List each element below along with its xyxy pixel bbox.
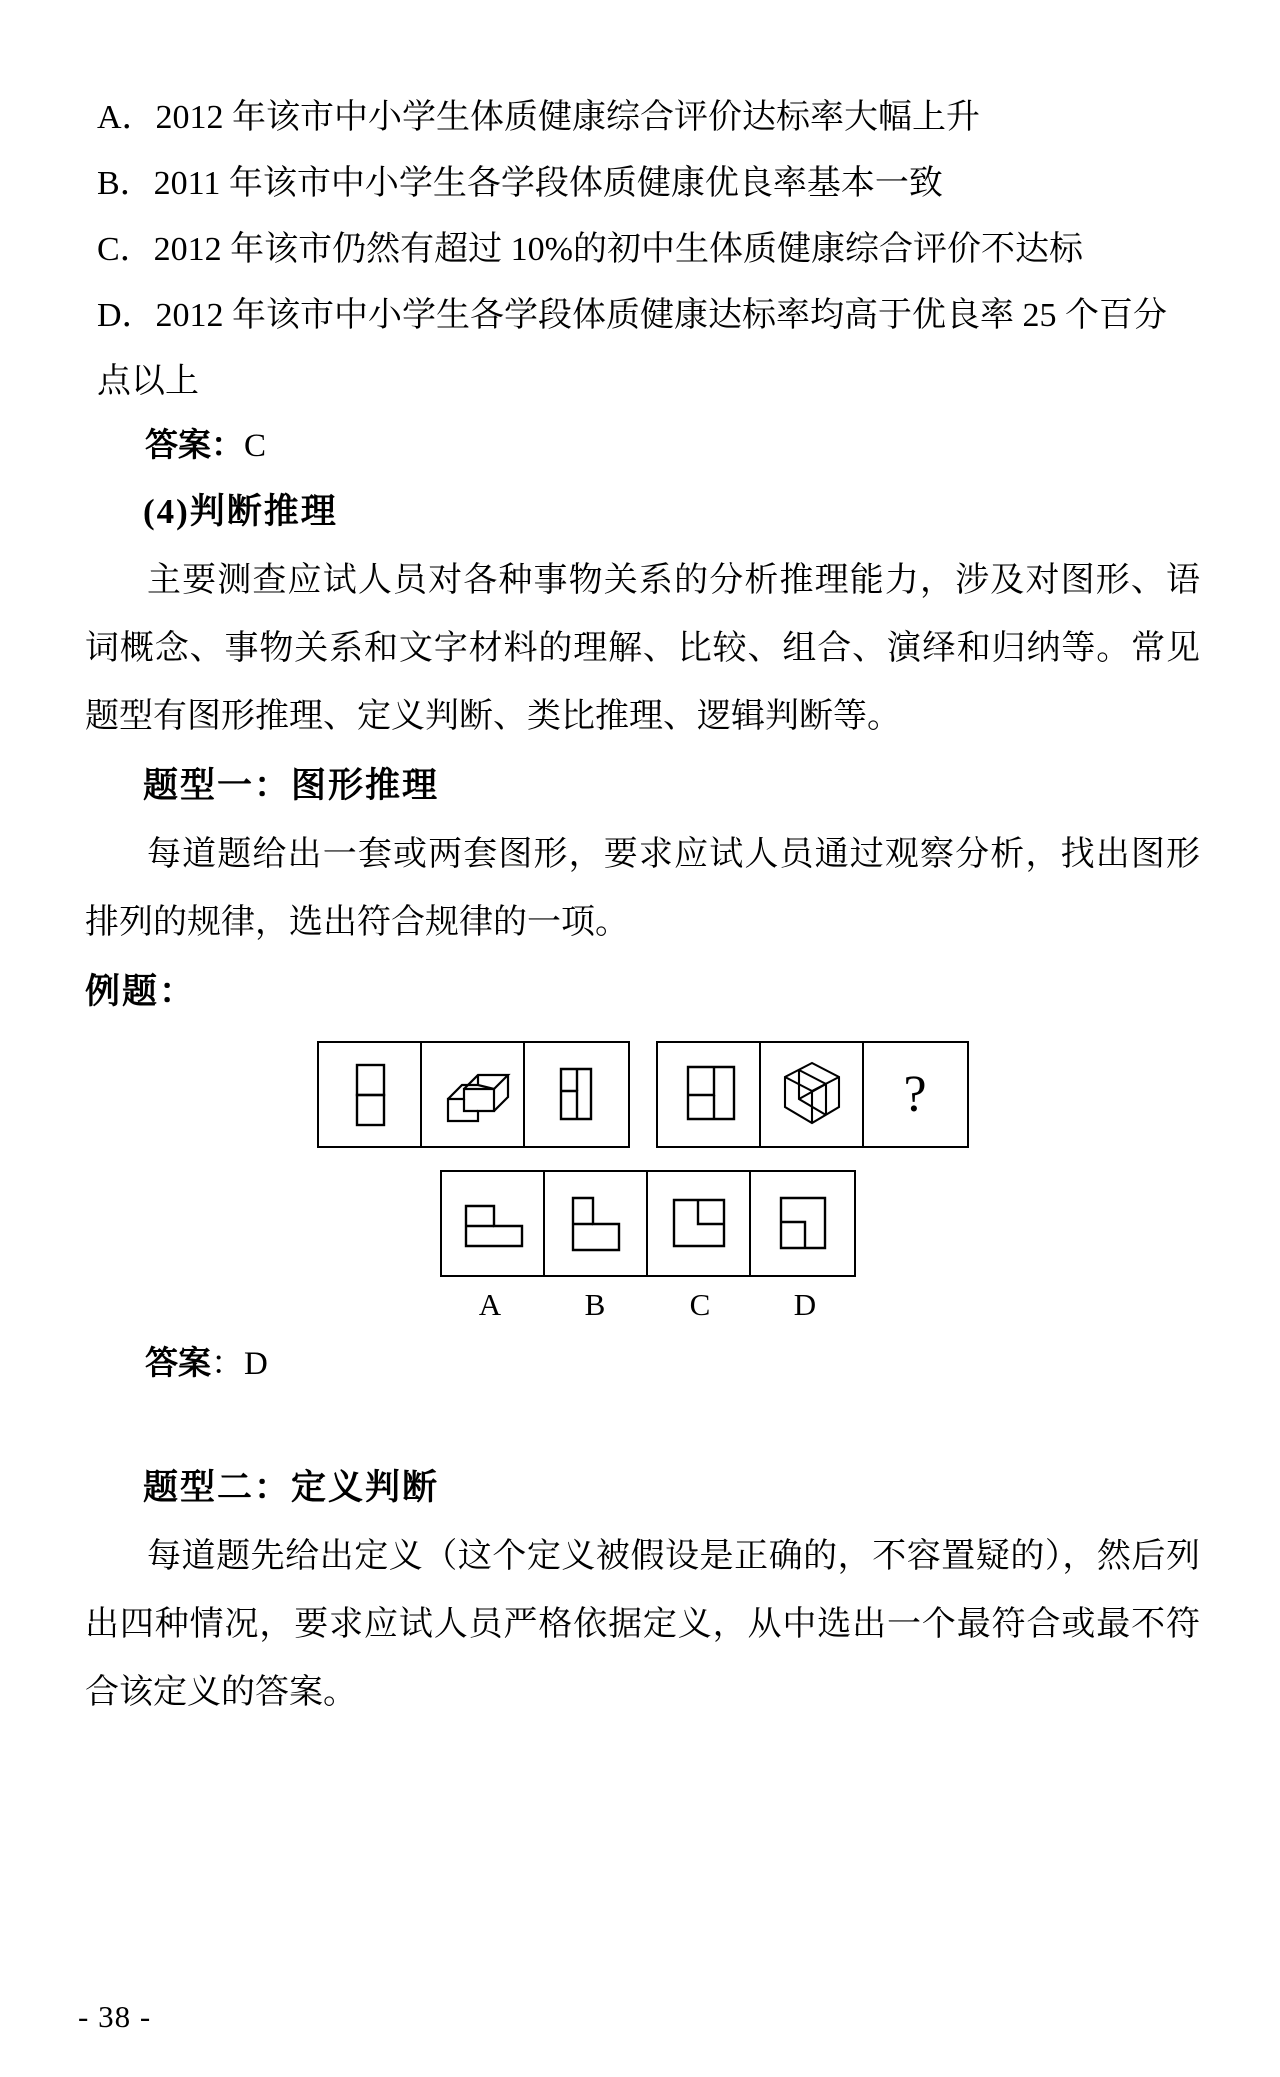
section-heading: (4)判断推理 <box>143 492 338 531</box>
option-c: C．2012 年该市仍然有超过 10%的初中生体质健康综合评价不达标 <box>97 231 1083 268</box>
figure-puzzle <box>85 1041 1200 1323</box>
figure-cell-5 <box>761 1043 864 1146</box>
figure-cell-2 <box>422 1043 525 1146</box>
figure-option-c[interactable] <box>648 1172 751 1275</box>
page-number: - 38 - <box>78 1999 152 2034</box>
figure-label-b: B <box>584 1287 606 1322</box>
answer-label-1: 答案： <box>145 428 244 464</box>
figure-label-c: C <box>689 1287 711 1322</box>
figure-top-row <box>317 1041 969 1148</box>
figure-option-a[interactable] <box>442 1172 545 1275</box>
answer-line-2 <box>85 1333 1200 1395</box>
section-body: 主要测查应试人员对各种事物关系的分析推理能力，涉及对图形、语词概念、事物关系和文字材料的理解、比较、组合、演绎和归纳等。常见题型有图形推理、定义判断、类比推理、逻辑判断等。 <box>85 562 1200 735</box>
answer-line-1 <box>85 415 1200 477</box>
spacer-before-type-two <box>85 1395 1200 1453</box>
question-mark: ? <box>903 1066 927 1123</box>
answer-label-2: 答案 <box>145 1346 211 1382</box>
spacer-after-figure <box>85 1323 1200 1333</box>
option-b: B．2011 年该市中小学生各学段体质健康优良率基本一致 <box>97 165 943 202</box>
figure-cell-1 <box>319 1043 422 1146</box>
example-label: 例题： <box>85 972 197 1011</box>
type-one-body: 每道题给出一套或两套图形，要求应试人员通过观察分析，找出图形排列的规律，选出符合规律的一项。 <box>85 836 1200 941</box>
type-two-body: 每道题先给出定义（这个定义被假设是正确的，不容置疑的），然后列出四种情况，要求应试人员严格依据定义，从中选出一个最符合或最不符合该定义的答案。 <box>85 1538 1200 1711</box>
answer-value-1: C <box>244 428 267 464</box>
type-two-heading: 题型二：定义判断 <box>143 1468 440 1507</box>
figure-label-d: D <box>793 1287 817 1322</box>
option-a: A．2012 年该市中小学生体质健康综合评价达标率大幅上升 <box>97 99 981 136</box>
type-one-heading: 题型一：图形推理 <box>143 766 440 805</box>
figure-label-a: A <box>478 1287 502 1322</box>
figure-option-b[interactable] <box>545 1172 648 1275</box>
answer-value-2: ：D <box>211 1346 268 1382</box>
figure-option-labels <box>438 1287 858 1323</box>
option-d: D．2012 年该市中小学生各学段体质健康达标率均高于优良率 25 个百分点以上 <box>97 297 1168 400</box>
figure-group-right <box>656 1041 969 1148</box>
figure-option-d[interactable] <box>751 1172 854 1275</box>
figure-cell-3 <box>525 1043 628 1146</box>
figure-group-left <box>317 1041 630 1148</box>
figure-cell-question <box>864 1043 967 1146</box>
figure-answer-row <box>440 1170 856 1277</box>
figure-cell-4 <box>658 1043 761 1146</box>
